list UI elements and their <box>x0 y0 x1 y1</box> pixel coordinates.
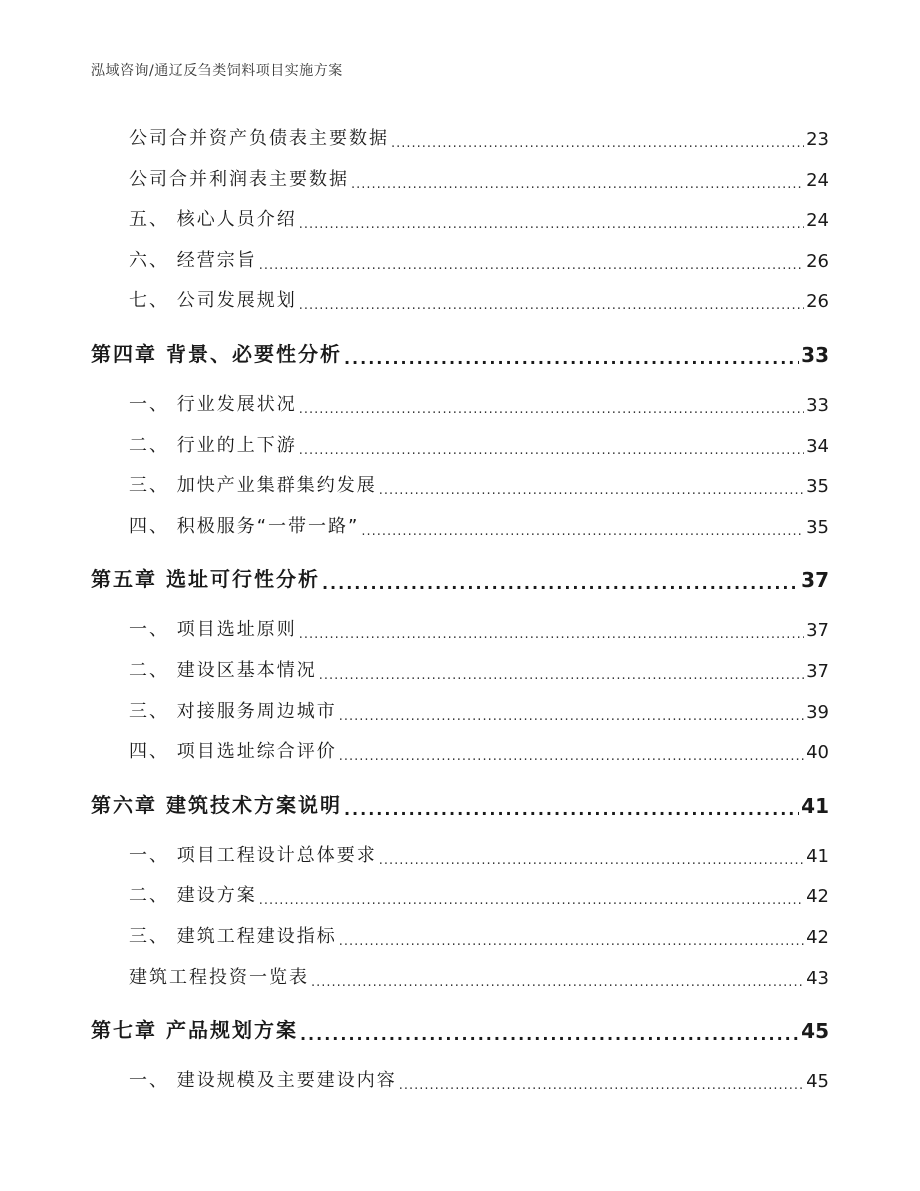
toc-dot-leader <box>322 569 799 589</box>
toc-entry-page: 34 <box>806 436 829 457</box>
toc-entry-title: 公司合并利润表主要数据 <box>129 169 349 190</box>
toc-entry[interactable] <box>91 165 829 191</box>
toc-entry-page: 23 <box>806 129 829 150</box>
toc-chapter-page: 45 <box>801 1019 829 1043</box>
toc-entry-page: 40 <box>806 742 829 763</box>
toc-dot-leader <box>339 927 804 945</box>
toc-entry-title: 建筑工程投资一览表 <box>129 967 309 988</box>
running-header: 泓域咨询/通辽反刍类饲料项目实施方案 <box>91 63 343 79</box>
toc-entry-page: 26 <box>806 251 829 272</box>
toc-chapter[interactable] <box>91 1014 829 1043</box>
toc-entry-title: 四、 项目选址综合评价 <box>129 741 337 762</box>
toc-entry-title: 一、 建设规模及主要建设内容 <box>129 1070 397 1091</box>
toc-entry-page: 42 <box>806 886 829 907</box>
toc-entry-page: 37 <box>806 661 829 682</box>
toc-chapter-page: 37 <box>801 568 829 592</box>
toc-chapter[interactable] <box>91 563 829 592</box>
toc-entry[interactable] <box>91 963 829 989</box>
toc-entry[interactable] <box>91 431 829 457</box>
toc-entry-title: 一、 行业发展状况 <box>129 394 297 415</box>
toc-entry-page: 35 <box>806 517 829 538</box>
toc-dot-leader <box>299 620 804 638</box>
toc-dot-leader <box>361 517 804 535</box>
toc-dot-leader <box>259 251 804 269</box>
toc-entry-page: 33 <box>806 395 829 416</box>
toc-chapter[interactable] <box>91 789 829 818</box>
toc-chapter-page: 41 <box>801 794 829 818</box>
toc-entry[interactable] <box>91 124 829 150</box>
toc-entry-title: 一、 项目工程设计总体要求 <box>129 845 377 866</box>
toc-entry[interactable] <box>91 286 829 312</box>
toc-entry-page: 39 <box>806 702 829 723</box>
toc-entry-title: 二、 建设方案 <box>129 885 257 906</box>
toc-dot-leader <box>379 846 804 864</box>
toc-entry-title: 公司合并资产负债表主要数据 <box>129 128 389 149</box>
toc-entry[interactable] <box>91 390 829 416</box>
toc-dot-leader <box>311 968 804 986</box>
toc-entry-title: 四、 积极服务“一带一路” <box>129 516 360 537</box>
toc-entry[interactable] <box>91 246 829 272</box>
toc-dot-leader <box>299 291 804 309</box>
toc-dot-leader <box>351 170 804 188</box>
toc-dot-leader <box>391 129 804 147</box>
toc-entry-title: 五、 核心人员介绍 <box>129 209 297 230</box>
toc-entry-page: 41 <box>806 846 829 867</box>
toc-entry[interactable] <box>91 1066 829 1092</box>
toc-entry[interactable] <box>91 697 829 723</box>
toc-dot-leader <box>379 476 804 494</box>
toc-entry-title: 二、 行业的上下游 <box>129 435 297 456</box>
toc-dot-leader <box>344 344 799 364</box>
toc-entry-page: 42 <box>806 927 829 948</box>
toc-entry-page: 26 <box>806 291 829 312</box>
toc-entry[interactable] <box>91 737 829 763</box>
toc-entry-page: 24 <box>806 170 829 191</box>
toc-entry[interactable] <box>91 205 829 231</box>
toc-chapter-page: 33 <box>801 343 829 367</box>
toc-entry[interactable] <box>91 471 829 497</box>
toc-entry-page: 43 <box>806 968 829 989</box>
toc-entry-title: 二、 建设区基本情况 <box>129 660 317 681</box>
toc-dot-leader <box>259 886 804 904</box>
toc-entry[interactable] <box>91 922 829 948</box>
toc-dot-leader <box>300 1020 799 1040</box>
toc-dot-leader <box>299 210 804 228</box>
toc-dot-leader <box>299 436 804 454</box>
toc-dot-leader <box>319 661 804 679</box>
toc-entry-title: 三、 加快产业集群集约发展 <box>129 475 377 496</box>
toc-chapter-title: 第六章 建筑技术方案说明 <box>91 793 342 817</box>
toc-chapter-title: 第四章 背景、必要性分析 <box>91 342 342 366</box>
toc-entry[interactable] <box>91 656 829 682</box>
toc-dot-leader <box>344 795 799 815</box>
toc-entry-title: 六、 经营宗旨 <box>129 250 257 271</box>
toc-entry[interactable] <box>91 841 829 867</box>
toc-dot-leader <box>339 742 804 760</box>
toc-entry-title: 七、 公司发展规划 <box>129 290 297 311</box>
toc-entry-title: 一、 项目选址原则 <box>129 619 297 640</box>
toc-entry[interactable] <box>91 615 829 641</box>
toc-chapter[interactable] <box>91 338 829 367</box>
toc-dot-leader <box>299 395 804 413</box>
toc-entry-page: 24 <box>806 210 829 231</box>
toc-dot-leader <box>399 1071 804 1089</box>
toc-entry[interactable] <box>91 881 829 907</box>
toc-chapter-title: 第五章 选址可行性分析 <box>91 567 320 591</box>
toc-entry-title: 三、 建筑工程建设指标 <box>129 926 337 947</box>
toc-dot-leader <box>339 702 804 720</box>
toc-entry-page: 37 <box>806 620 829 641</box>
toc-entry-title: 三、 对接服务周边城市 <box>129 701 337 722</box>
toc-entry-page: 45 <box>806 1071 829 1092</box>
toc-entry-page: 35 <box>806 476 829 497</box>
toc-entry[interactable] <box>91 512 829 538</box>
toc-chapter-title: 第七章 产品规划方案 <box>91 1018 298 1042</box>
